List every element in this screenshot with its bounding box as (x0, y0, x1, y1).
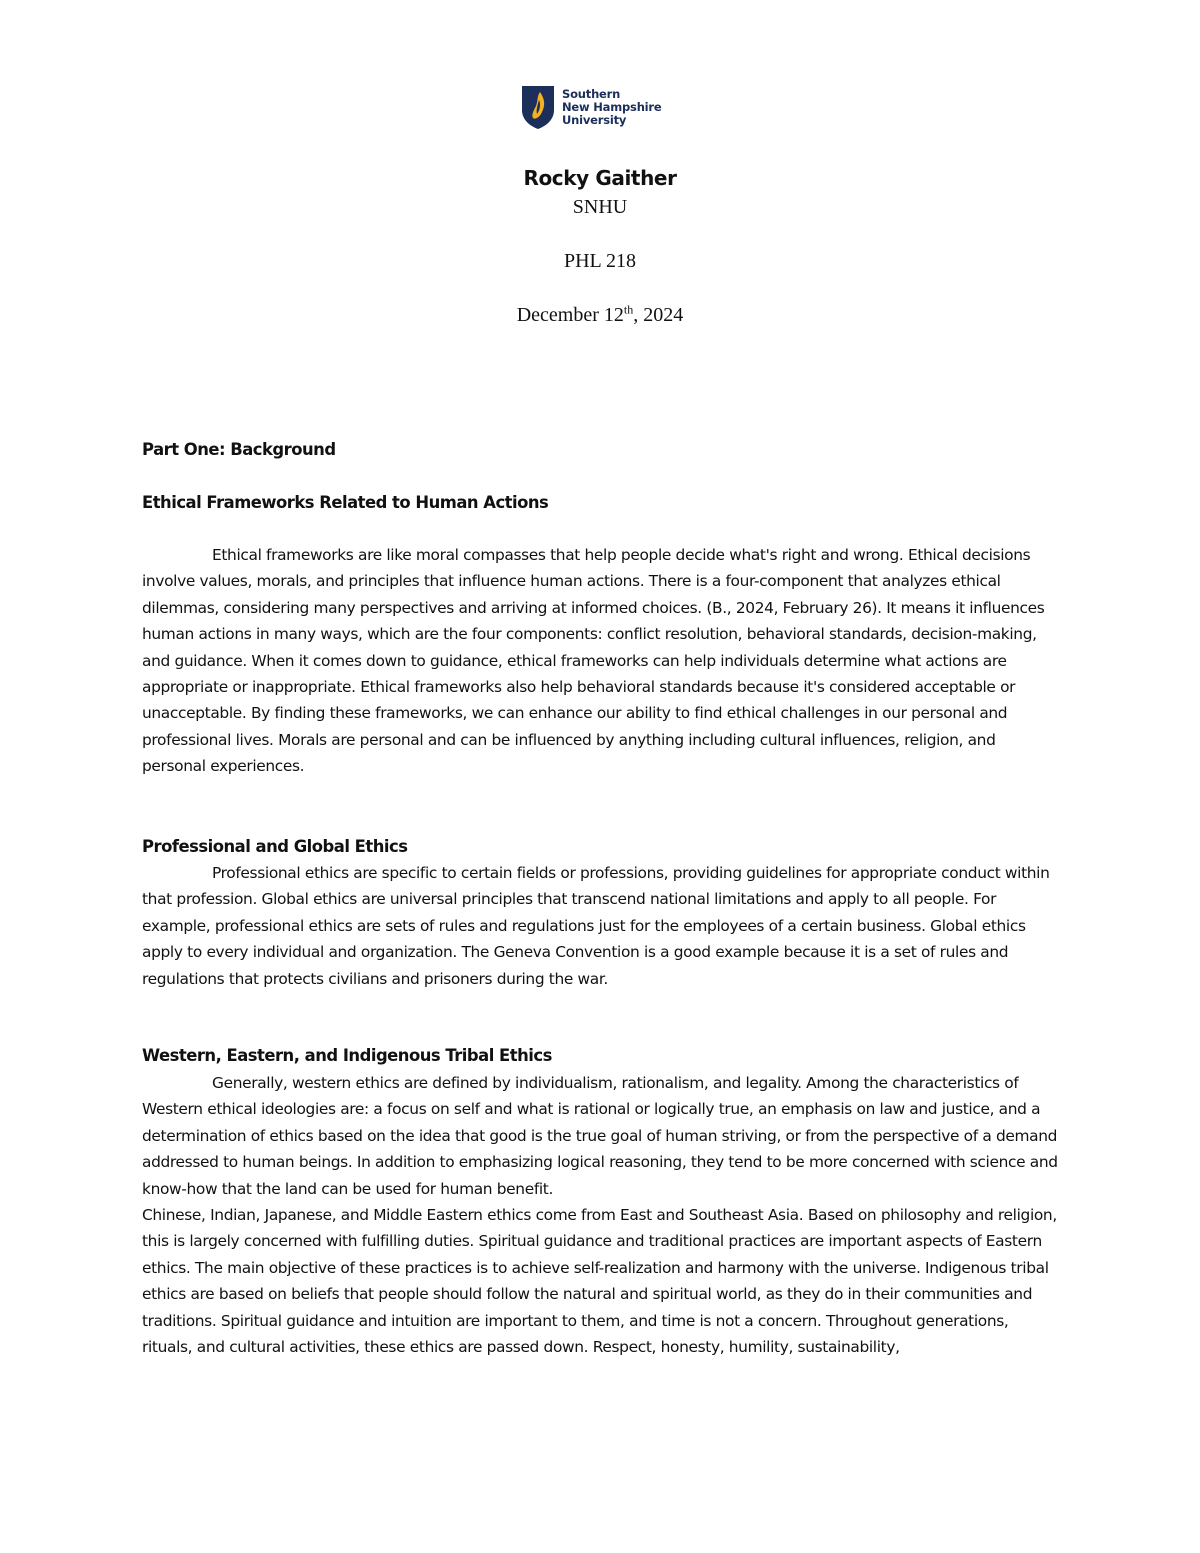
university-logo (520, 84, 662, 130)
professional-paragraph (142, 860, 1062, 992)
western-paragraph-2: Chinese, Indian, Japanese, and Middle Eastern ethics come from East and Southeast Asia. Based on philosophy and religion, this is largely concerned with fulfilling duties. Spiritual guidance and traditional practices are important aspects of Eastern ethics. The main objective of these practices is to achieve self-realization and harmony with the universe. Indigenous tribal ethics are based on beliefs that people should follow the natural and spiritual world, as they do in their communities and traditions. Spiritual guidance and intuition are important to them, and time is not a concern. Throughout generations, rituals, and cultural activities, these ethics are passed down. Respect, honesty, humility, sustainability, (142, 1206, 1057, 1357)
western-paragraphs (142, 1070, 1062, 1360)
professional-paragraph-text: Professional ethics are specific to certain fields or professions, providing guidelines for appropriate conduct within that profession. Global ethics are universal principles that transcend national limitations and apply to all people. For example, professional ethics are sets of rules and regulations just for the employees of a certain business. Global ethics apply to every individual and organization. The Geneva Convention is a good example because it is a set of rules and regulations that protects civilians and prisoners during the war. (142, 864, 1050, 988)
frameworks-heading (142, 490, 1062, 516)
author-name: Rocky Gaither (523, 166, 677, 190)
professional-heading-text: Professional and Global Ethics (142, 837, 408, 856)
date-ordinal: th (623, 302, 634, 317)
western-heading (142, 1043, 1062, 1069)
course-code: PHL 218 (563, 250, 637, 272)
logo-wordmark (562, 88, 662, 127)
logo-line-2: New Hampshire (562, 99, 662, 114)
frameworks-heading-text: Ethical Frameworks Related to Human Actions (142, 493, 549, 512)
logo-line-3: University (562, 112, 627, 127)
western-paragraph-1: Generally, western ethics are defined by individualism, rationalism, and legality. Among the characteristics of Western ethical ideologies are: a focus on self and what is rational or logically true, an emphasis on law and justice, and a determination of ethics based on the idea that good is the true goal of human striving, or from the perspective of a demand addressed to human beings. In addition to emphasizing logical reasoning, they tend to be more concerned with science and know-how that the land can be used for human benefit. (142, 1074, 1058, 1198)
frameworks-paragraph-text: Ethical frameworks are like moral compasses that help people decide what's right and wrong. Ethical decisions involve values, morals, and principles that influence human actions. There is a four-component that analyzes ethical dilemmas, considering many perspectives and arriving at informed choices. (B., 2024, February 26). It means it influences human actions in many ways, which are the four components: conflict resolution, behavioral standards, decision-making, and guidance. When it comes down to guidance, ethical frameworks can help individuals determine what actions are appropriate or inappropriate. Ethical frameworks also help behavioral standards because it's considered acceptable or unacceptable. By finding these frameworks, we can enhance our ability to find ethical challenges in our personal and professional lives. Morals are personal and can be influenced by anything including cultural influences, religion, and personal experiences. (142, 546, 1045, 776)
shield-flame-icon (520, 84, 556, 130)
date-prefix: December 12 (516, 304, 624, 326)
date-suffix: , 2024 (633, 304, 684, 326)
western-heading-text: Western, Eastern, and Indigenous Tribal Ethics (142, 1046, 552, 1065)
part-heading-text: Part One: Background (142, 440, 336, 459)
submission-date (0, 304, 1200, 327)
school-name: SNHU (572, 196, 628, 218)
professional-heading (142, 834, 1062, 860)
logo-line-1: Southern (562, 86, 621, 101)
frameworks-paragraph (142, 542, 1062, 780)
part-heading (142, 437, 1062, 463)
